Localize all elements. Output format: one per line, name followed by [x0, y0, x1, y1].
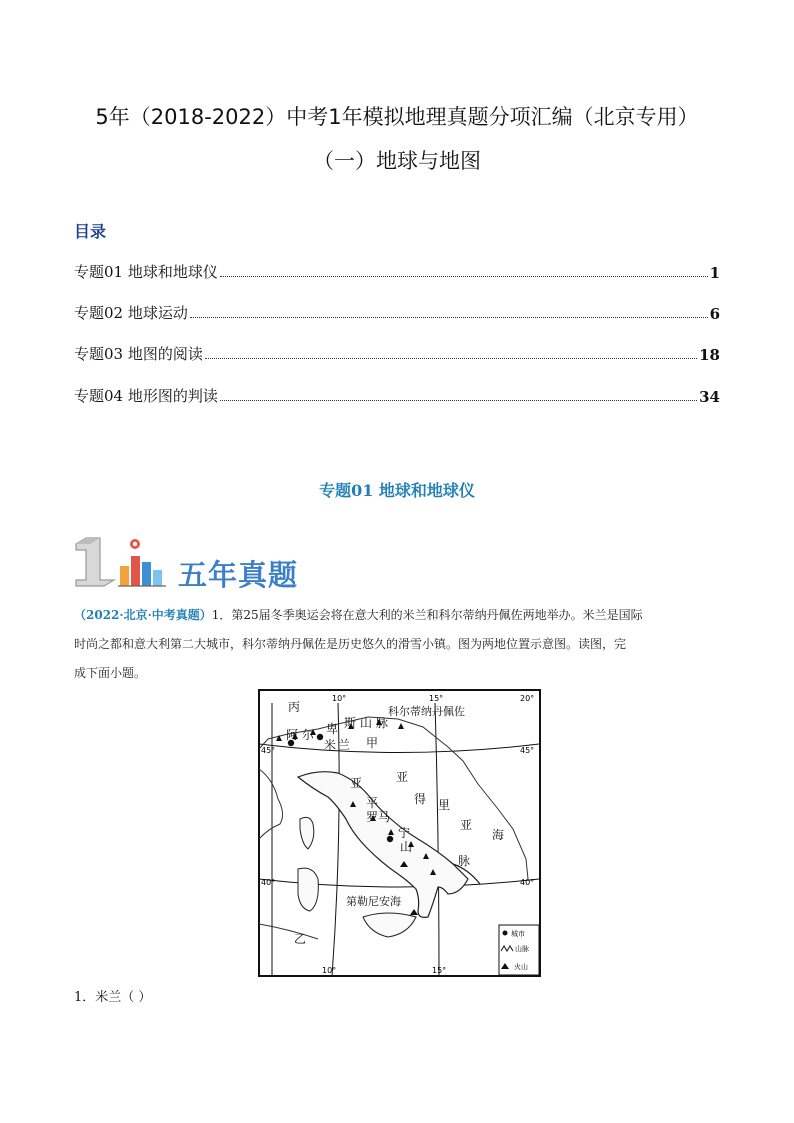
longitude-label: 15°	[432, 966, 447, 975]
toc-leader-dots	[220, 276, 708, 277]
sardinia-island	[298, 868, 318, 911]
legend-mountain-label: 山脉	[515, 945, 529, 953]
toc-item-page: 18	[699, 346, 720, 364]
map-label-milan: 米	[324, 738, 337, 752]
latitude-label: 40°	[261, 878, 276, 887]
map-label: 丙	[288, 700, 301, 714]
sub-question: 1．米兰（ ）	[74, 990, 152, 1005]
document-subtitle: （一）地球与地图	[313, 149, 481, 173]
longitude-label: 20°	[520, 694, 535, 703]
map-label: 平	[366, 796, 379, 810]
map-label: 里	[438, 798, 451, 812]
toc-item-label: 专题01 地球和地球仪	[74, 263, 218, 281]
map-label-rome: 罗马	[366, 810, 391, 824]
map-label: 山	[400, 840, 413, 854]
toc-item[interactable]	[74, 382, 720, 406]
toc-heading: 目录	[74, 222, 107, 241]
map-label: 脉	[376, 716, 389, 730]
map-label-yi: 乙	[294, 932, 307, 946]
toc-item-page: 6	[709, 305, 720, 323]
latitude-label: 45°	[261, 746, 276, 755]
toc-leader-dots	[190, 317, 708, 318]
latitude-label: 40°	[520, 878, 535, 887]
question-source: （2022·北京·中考真题）	[74, 608, 212, 622]
map-label-cortina: 科尔蒂纳丹佩佐	[388, 705, 465, 718]
map-label: 山	[360, 716, 373, 730]
legend-volcano-label: 火山	[514, 963, 528, 971]
map-label: 海	[492, 828, 505, 842]
map-label: 卑	[326, 722, 339, 736]
map-label: 脉	[458, 854, 471, 868]
toc-item-page: 34	[699, 388, 720, 406]
map-label: 尔	[302, 728, 315, 742]
longitude-label: 10°	[332, 694, 347, 703]
map-label: 阿	[286, 728, 299, 742]
toc-leader-dots	[205, 358, 697, 359]
toc-item-label: 专题03 地图的阅读	[74, 345, 203, 363]
section-banner-text: 五年真题	[178, 558, 299, 592]
toc-item-label: 专题02 地球运动	[74, 304, 188, 322]
question-text: 1．第25届冬季奥运会将在意大利的米兰和科尔蒂纳丹佩佐两地举办。米兰是国际	[211, 608, 643, 622]
city-marker-rome	[387, 836, 393, 842]
toc-item[interactable]	[74, 299, 720, 323]
toc-leader-dots	[220, 400, 697, 401]
map-label-milan: 兰	[338, 738, 351, 752]
map-label: 亚	[350, 776, 363, 790]
question-stem-line	[74, 604, 726, 626]
map-label: 宁	[398, 826, 411, 840]
toc-item[interactable]	[74, 258, 720, 282]
map-label-tyrrhenian-sea: 第勒尼安海	[346, 895, 401, 908]
question-text: 成下面小题。	[74, 666, 147, 680]
document-title: 5年（2018-2022）中考1年模拟地理真题分项汇编（北京专用）	[95, 105, 699, 129]
longitude-label: 10°	[322, 966, 337, 975]
section-title: 专题01 地球和地球仪	[319, 481, 475, 500]
longitude-label: 15°	[429, 694, 444, 703]
legend-city-icon	[503, 931, 508, 936]
map-label: 亚	[460, 818, 473, 832]
latitude-label: 45°	[520, 746, 535, 755]
map-label: 亚	[396, 770, 409, 784]
toc-item[interactable]	[74, 340, 720, 364]
city-marker-milan	[317, 734, 323, 740]
map-label: 得	[414, 792, 427, 806]
italy-location-map	[258, 689, 541, 977]
toc-item-page: 1	[709, 264, 720, 282]
map-label: 斯	[344, 716, 357, 730]
question-text: 时尚之都和意大利第二大城市，科尔蒂纳丹佩佐是历史悠久的滑雪小镇。图为两地位置示意图。读图，完	[74, 637, 627, 651]
map-label-jia: 甲	[366, 736, 379, 750]
section-banner-icon	[74, 536, 174, 588]
toc-item-label: 专题04 地形图的判读	[74, 387, 218, 405]
map-legend	[499, 925, 539, 975]
legend-city-label: 城市	[511, 930, 525, 938]
